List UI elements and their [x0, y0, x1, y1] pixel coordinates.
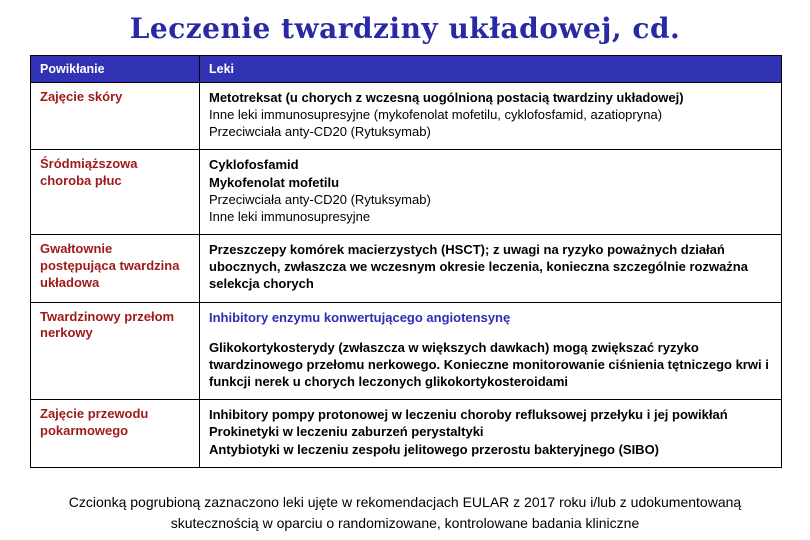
drugs-cell	[200, 302, 782, 400]
table-row	[31, 150, 782, 235]
treatment-table	[30, 55, 782, 468]
drugs-cell	[200, 150, 782, 235]
column-header-drugs: Leki	[200, 56, 782, 83]
table-header-row	[31, 56, 782, 83]
drug-line: Mykofenolat mofetilu	[209, 174, 340, 190]
footer-note: Czcionką pogrubioną zaznaczono leki ujęte w rekomendacjach EULAR z 2017 roku i/lub z udokumentowaną skutecznością w oparciu o randomizowane, kontrolowane badania kliniczne	[68, 493, 742, 531]
table-row	[31, 235, 782, 302]
drug-line: Przeciwciała anty-CD20 (Rytuksymab)	[209, 124, 431, 140]
drug-line: Metotreksat (u chorych z wczesną uogólnioną postacią twardziny układowej)	[209, 90, 684, 105]
table-row	[31, 302, 782, 400]
drug-line: Cyklofosfamid	[209, 157, 299, 173]
drug-line: Inhibitory enzymu konwertującego angiotensynę	[209, 309, 511, 325]
drug-line: Prokinetyki w leczeniu zaburzeń perystaltyki	[209, 424, 484, 440]
complication-cell: Twardzinowy przełom nerkowy	[31, 302, 200, 400]
drug-line: Glikokortykosterydy (zwłaszcza w większych dawkach) mogą zwiększać ryzyko twardzinowego przełomu nerkowego. Konieczne monitorowanie ciśnienia tętniczego krwi i funkcji nerek u chorych leczonych glikokortykosteroidami	[209, 339, 769, 390]
drug-line: Przeszczepy komórek macierzystych (HSCT); z uwagi na ryzyko poważnych działań ubocznych, zwłaszcza we wczesnym okresie leczenia, konieczna szczególnie rozważna selekcja chorych	[209, 242, 748, 292]
drugs-cell	[200, 400, 782, 467]
drug-line: Antybiotyki w leczeniu zespołu jelitowego przerostu bakteryjnego (SIBO)	[209, 441, 660, 457]
drug-line: Inne leki immunosupresyjne (mykofenolat mofetilu, cyklofosfamid, azatiopryna)	[209, 107, 663, 123]
table-row	[31, 400, 782, 467]
column-header-complication: Powikłanie	[31, 56, 200, 83]
complication-cell: Śródmiąższowa choroba płuc	[31, 150, 200, 235]
complication-cell: Zajęcie przewodu pokarmowego	[31, 400, 200, 467]
table-row	[31, 83, 782, 150]
complication-cell: Gwałtownie postępująca twardzina układowa	[31, 235, 200, 302]
drug-line: Przeciwciała anty-CD20 (Rytuksymab)	[209, 191, 431, 207]
drug-line: Inne leki immunosupresyjne	[209, 208, 371, 224]
drugs-cell	[200, 83, 782, 150]
slide-title: Leczenie twardziny układowej, cd.	[129, 12, 681, 45]
complication-cell: Zajęcie skóry	[31, 83, 200, 150]
drug-line: Inhibitory pompy protonowej w leczeniu choroby refluksowej przełyku i jej powikłań	[209, 407, 728, 423]
drugs-cell	[200, 235, 782, 302]
